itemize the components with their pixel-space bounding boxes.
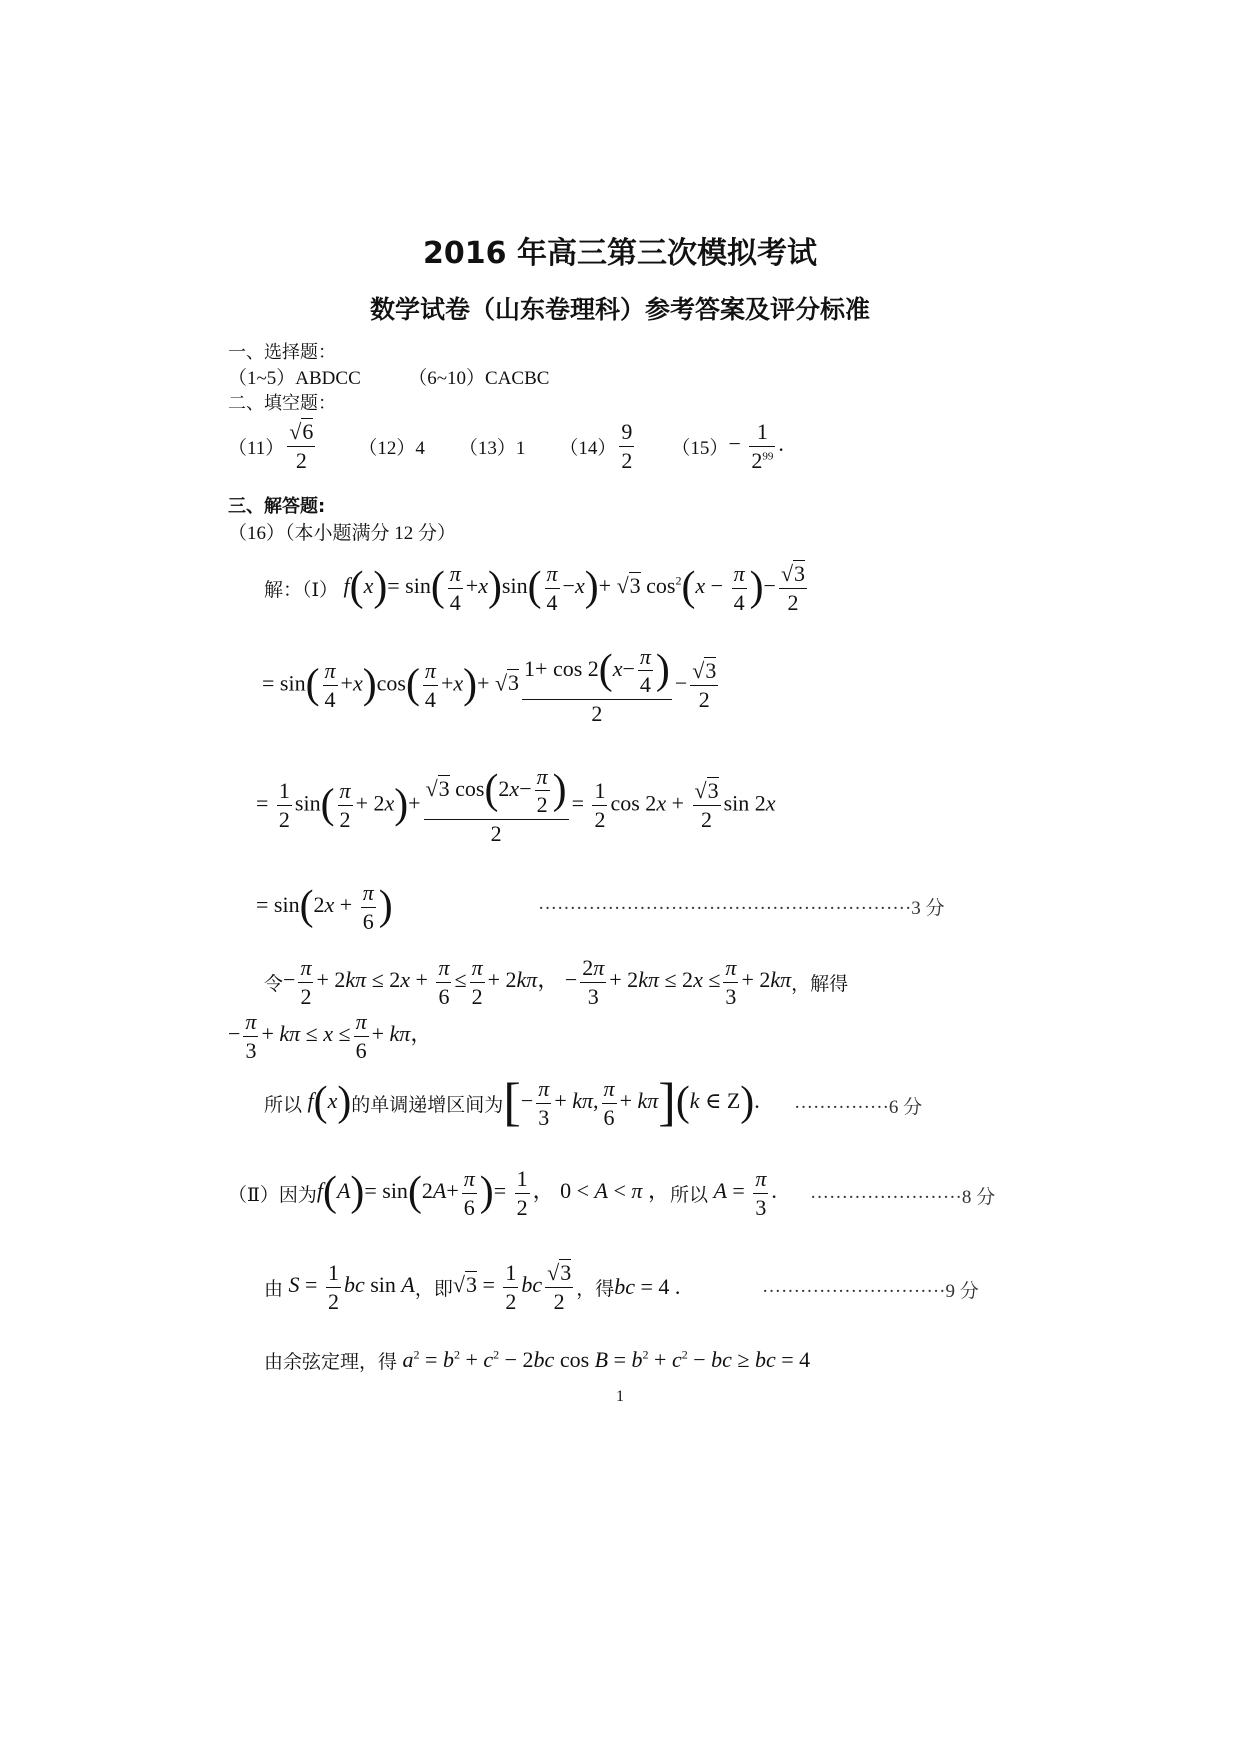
part1-label: 解：（Ⅰ） bbox=[264, 579, 339, 601]
section-choice-heading: 一、选择题： bbox=[228, 342, 336, 363]
score-3: ···························································3 分 bbox=[538, 898, 945, 919]
q16-header: （16）（本小题满分 12 分） bbox=[228, 523, 457, 544]
eq-line-5: 令 − $\frac{\pi}{2}$ + 2kπ ≤ 2x + $\frac{\pi}{6}$ ≤ $\frac{\pi}{2}$ + 2kπ， − $\frac{2\pi}{3}$ + 2kπ ≤ 2x ≤ $\frac{\pi}{3}$ + 2kπ ，解得 bbox=[264, 955, 849, 1009]
q11-answer: $\frac{√6}{2}$ bbox=[289, 419, 314, 473]
eq-line-4: = sin(2x + $\frac{\pi}{6}$ ) bbox=[256, 880, 393, 934]
q13-answer: （13）1 bbox=[458, 437, 526, 459]
score-8: ························8 分 bbox=[810, 1187, 996, 1208]
q11-label: （11） bbox=[228, 437, 285, 459]
score-6: ···············6 分 bbox=[794, 1097, 923, 1118]
choice-answers: （1~5）ABDCC （6~10）CACBC bbox=[228, 368, 550, 389]
q12-answer: （12）4 bbox=[358, 437, 425, 459]
section-fill-heading: 二、填空题： bbox=[228, 393, 336, 414]
page-title: 2016 年高三第三次模拟考试 bbox=[423, 236, 817, 271]
q14-answer: $\frac{9}{2}$ bbox=[621, 419, 633, 473]
fill-answers bbox=[228, 416, 784, 476]
score-9: ·····························9 分 bbox=[762, 1281, 979, 1302]
page-number: 1 bbox=[616, 1388, 624, 1405]
q14-label: （14） bbox=[559, 437, 617, 459]
eq-line-7: 所以 f(x) 的单调递增区间为 [− $\frac{\pi}{3}$ + kπ, $\frac{\pi}{6}$ + kπ](k ∈ Z). bbox=[264, 1073, 760, 1132]
eq-line-10: 由余弦定理，得 $a^2 = b^2 + c^2 - 2bc$ $\cos B = b^2 + c^2$ − bc ≥ bc = 4 bbox=[264, 1347, 811, 1373]
eq-line-2: = sin( $\frac{\pi}{4}$ +x)cos( $\frac{\pi}{4}$ +x)+ √3 1+ cos 2(x− $\frac{\pi}{4}$ ) 2 − $\frac{√3}{2}$ bbox=[262, 643, 717, 726]
eq-line-1: 解：（Ⅰ） f(x)= sin( $\frac{\pi}{4}$ +x)sin( $\frac{\pi}{4}$ −x)+ √3 $\cos^2(x$ − $\frac{\pi}{4}$ )− $\frac{√3}{2}$ bbox=[264, 561, 806, 615]
q15-answer: − $\frac{1}{2^{99}}$ . bbox=[728, 419, 784, 473]
eq-line-8: （Ⅱ）因为 f(A)= sin(2A+ $\frac{\pi}{6}$ )= $\frac{1}{2}$ ， 0 < A < π ， 所以 A = $\frac{\pi}{3}$ . bbox=[228, 1166, 777, 1220]
eq-line-3: = $\frac{1}{2}$ sin( $\frac{\pi}{2}$ + 2x)+ √3 cos(2x− $\frac{\pi}{2}$ ) 2 = $\frac{1}{2}$ cos 2x + $\frac{√3}{2}$ sin 2x bbox=[256, 763, 776, 846]
section-solve-heading: 三、解答题: bbox=[228, 496, 326, 517]
eq-line-9: 由 S = $\frac{1}{2}$ bc sin A ，即 √3 = $\frac{1}{2}$ bc $\frac{√3}{2}$ ，得 bc = 4 . bbox=[264, 1260, 681, 1314]
page-subtitle: 数学试卷（山东卷理科）参考答案及评分标准 bbox=[369, 295, 870, 324]
eq-line-6: − $\frac{\pi}{3}$ + kπ ≤ x ≤ $\frac{\pi}{6}$ + kπ， bbox=[228, 1009, 433, 1063]
q15-label: （15） bbox=[671, 437, 729, 459]
